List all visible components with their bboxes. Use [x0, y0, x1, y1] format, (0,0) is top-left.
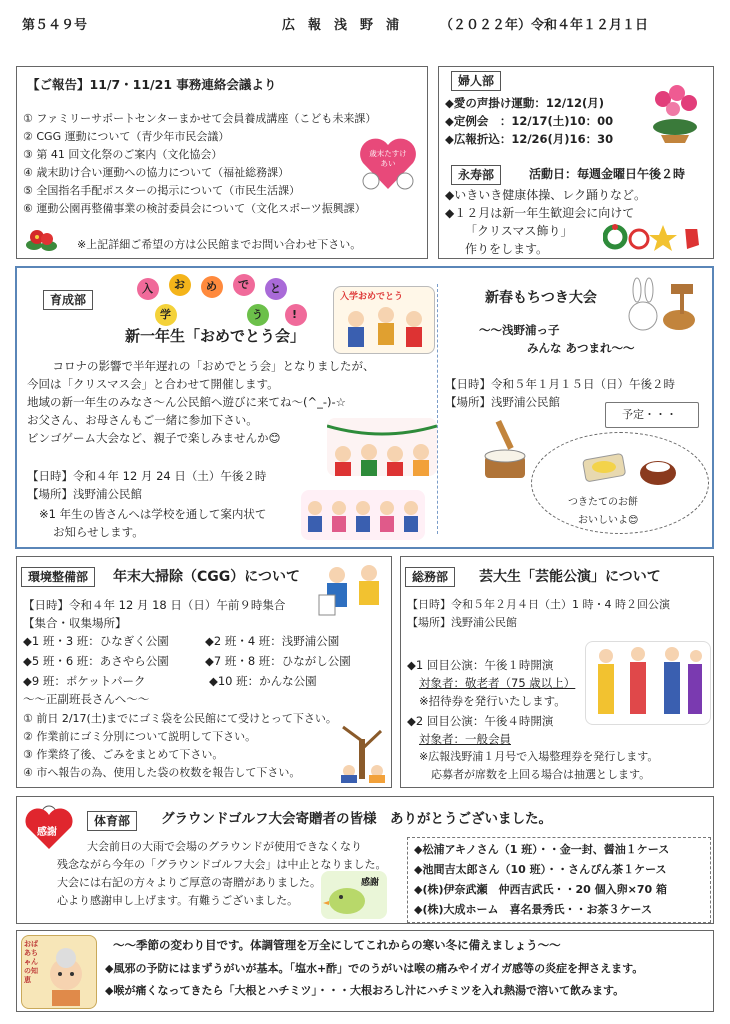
- mochi-subheading: ～～浅野浦っ子: [479, 323, 560, 337]
- donor-item: ◆松浦アキノさん（1 班）・・金一封、醤油１ケース: [414, 843, 670, 856]
- cleanup-step: ③ 作業終了後、ごみをまとめて下さい。: [23, 748, 224, 761]
- sports-box: [16, 796, 714, 924]
- donor-item: ◆(株)伊奈武瀬 仲西吉武氏・・20 個入卵×70 箱: [414, 883, 668, 896]
- cleanup-step: ① 前日 2/17(土)までにゴミ袋を公民館にて受けとって下さい。: [23, 712, 337, 725]
- cleanup-place: ◆2 班・4 班：浅野浦公園: [205, 634, 340, 648]
- sports-body-line: 残念ながら今年の「グラウンドゴルフ大会」は中止となりました。: [57, 858, 387, 871]
- elders-tag: 永寿部: [451, 165, 501, 185]
- report-title: 【ご報告】11/7・11/21 事務連絡会議より: [27, 77, 277, 92]
- mochi-pounding-icon: [477, 418, 533, 478]
- arts-show-target: 対象者：敬老者（75 歳以上）: [419, 676, 576, 690]
- grandma-wisdom-illustration: おばあちゃんの知恵: [21, 935, 97, 1009]
- youth-body-line: コロナの影響で半年遅れの「おめでとう会」となりましたが、: [41, 359, 375, 373]
- youth-body-line: お父さん、お母さんもご一緒に参加下さい。: [27, 413, 258, 427]
- section-divider: [437, 284, 438, 534]
- mochi-heading: 新春もちつき大会: [485, 290, 597, 306]
- elders-item: ◆いきいき健康体操、レク踊りなど。: [445, 188, 646, 202]
- balloon-letters: 入 お め で と 学 う !: [135, 274, 325, 330]
- children-line-illustration: [301, 490, 425, 540]
- arts-show: ◆1 回目公演：午後１時開演: [407, 658, 554, 672]
- cleanup-heading: 年末大掃除（CGG）について: [113, 569, 300, 585]
- arts-place: 【場所】浅野浦公民館: [407, 616, 517, 629]
- sports-body-line: 大会には右記の方々よりご厚意の寄贈がありました。: [57, 876, 321, 889]
- report-item: ① ファミリーサポートセンターまかせて会員養成講座（こども未来課）: [23, 112, 377, 125]
- sports-tag: 体育部: [87, 811, 137, 831]
- mochi-date: 【日時】令和５年１月１５日（日）午後２時: [445, 377, 675, 391]
- cleanup-step: ② 作業前にゴミ分別について説明して下さい。: [23, 730, 257, 743]
- arts-tag: 総務部: [405, 567, 455, 587]
- plan-label-box: 予定・・・: [605, 402, 699, 428]
- report-item: ⑥ 運動公園再整備事業の検討委員会について（文化スポーツ振興課）: [23, 202, 366, 215]
- cleanup-place: ◆5 班・6 班：あさやら公園: [23, 654, 169, 668]
- elders-item: ◆１２月は新一年生歓迎会に向けて: [445, 206, 635, 220]
- arts-heading: 芸大生「芸能公演」について: [479, 569, 661, 585]
- arts-date: 【日時】令和５年２月４日（土）1 時・4 時２回公演: [407, 598, 670, 611]
- christmas-ornaments-illustration: [603, 219, 709, 253]
- cleanup-place: ◆7 班・8 班：ひながし公園: [205, 654, 351, 668]
- report-note: ※上記詳細ご希望の方は公民館までお問い合わせ下さい。: [77, 238, 362, 251]
- report-item: ② CGG 運動について（青少年市民会議）: [23, 130, 230, 143]
- mochi-place: 【場所】浅野浦公民館: [445, 395, 560, 409]
- camellia-icon: [25, 227, 57, 253]
- youth-body-line: 今回は「クリスマス会」と合わせて開催します。: [27, 377, 279, 391]
- women-item: ◆定例会 ：12/17(土)10：00: [445, 114, 614, 128]
- cleanup-tag: 環境整備部: [21, 567, 95, 587]
- school-entrance-illustration: 入学おめでとう: [333, 286, 435, 354]
- arts-box: [400, 556, 714, 788]
- cleanup-leaders: ～～正副班長さんへ～～: [23, 692, 150, 706]
- women-item: ◆愛の声掛け運動：12/12(月): [445, 96, 605, 110]
- cleanup-step: ④ 市へ報告の為、使用した袋の枚数を報告して下さい。: [23, 766, 301, 779]
- sports-heading: グラウンドゴルフ大会寄贈者の皆様 ありがとうございました。: [161, 811, 552, 827]
- elders-activity-day: 活動日：毎週金曜日午後２時: [529, 167, 686, 181]
- report-item: ④ 歳末助け合い運動への協力について（福祉総務課）: [23, 166, 290, 179]
- youth-body-line: ビンゴゲーム大会など、親子で楽しみませんか😊: [27, 431, 281, 445]
- thanks-bird-illustration: 感謝: [321, 871, 387, 919]
- women-elders-box: [438, 66, 714, 259]
- youth-note: お知らせします。: [53, 525, 144, 539]
- sports-body-line: 大会前日の大雨で会場のグラウンドが使用できなくなり: [87, 840, 362, 853]
- youth-date: 【日時】令和４年 12 月 24 日（土）午後２時: [27, 469, 267, 483]
- report-item: ③ 第 41 回文化祭のご案内（文化協会）: [23, 148, 223, 161]
- women-item: ◆広報折込：12/26(月)16：30: [445, 132, 614, 146]
- thanks-heart-icon: 感謝: [23, 803, 75, 851]
- health-tips-box: [16, 930, 714, 1012]
- elders-item: 作りをします。: [465, 242, 549, 256]
- christmas-party-illustration: [327, 418, 437, 476]
- cleanup-box: [16, 556, 392, 788]
- arts-show-note: ※招待券を発行いたします。: [419, 694, 566, 708]
- cyclamen-icon: [649, 83, 701, 143]
- women-tag: 婦人部: [451, 71, 501, 91]
- rabbits-mochi-icon: [621, 276, 703, 334]
- youth-body-line: 地域の新一年生のみなさ～ん公民館へ遊びに来てね～(^_-)-☆: [27, 395, 346, 409]
- cleanup-place: ◆9 班：ポケットパーク: [23, 674, 146, 688]
- health-line: ◆喉が痛くなってきたら「大根とハチミツ」・・・大根おろし汁にハチミツを入れ熱湯で溶いて飲みます。: [105, 984, 625, 997]
- elders-item: 「クリスマス飾り」: [465, 224, 573, 238]
- arts-show-note: ※広報浅野浦１月号で入場整理券を発行します。: [419, 750, 659, 763]
- arts-show-target: 対象者：一般会員: [419, 732, 511, 746]
- report-item: ⑤ 全国指名手配ポスターの掲示について（市民生活課）: [23, 184, 301, 197]
- cleanup-place-title: 【集合・収集場所】: [23, 616, 127, 630]
- cleaning-people-icon: [317, 561, 389, 619]
- donor-item: ◆(株)大成ホーム 喜名景秀氏・・お茶３ケース: [414, 903, 652, 916]
- health-line: ◆風邪の予防にはまずうがいが基本。「塩水+酢」でのうがいは喉の痛みやイガイガ感等の炎症を押さえます。: [105, 962, 644, 975]
- youth-tag: 育成部: [43, 290, 93, 310]
- youth-heading: 新一年生「おめでとう会」: [125, 327, 306, 345]
- report-box: [16, 66, 428, 259]
- cleanup-place: ◆10 班：かんな公園: [209, 674, 317, 688]
- sports-body-line: 心より感謝申し上げます。有難うございました。: [57, 894, 299, 907]
- thought-bubble: つきたてのお餅 おいしいよ😊: [531, 432, 709, 534]
- mochi-subheading: みんな あつまれ～～: [527, 341, 635, 355]
- arts-show-note: 応募者が席数を上回る場合は抽選とします。: [431, 768, 651, 781]
- youth-place: 【場所】浅野浦公民館: [27, 487, 142, 501]
- dancers-illustration: [585, 641, 711, 725]
- issue-date: （２０２２年）令和４年１２月１日: [440, 18, 649, 33]
- arts-show: ◆2 回目公演：午後４時開演: [407, 714, 554, 728]
- cleanup-place: ◆1 班・3 班：ひなぎく公園: [23, 634, 169, 648]
- tree-cleanup-icon: [337, 721, 389, 783]
- issue-number: 第５４９号: [22, 18, 88, 33]
- cleanup-date: 【日時】令和４年 12 月 18 日（日）午前９時集合: [23, 598, 286, 612]
- charity-badge-illustration: 歳末たすけあい: [357, 133, 419, 193]
- health-title: ～～季節の変わり目です。体調管理を万全にしてこれからの寒い冬に備えましょう～～: [113, 938, 561, 952]
- donor-list-box: [407, 837, 711, 923]
- newsletter-title: 広 報 浅 野 浦: [282, 18, 400, 33]
- donor-item: ◆池間吉太郎さん（10 班）・・さんぴん茶１ケース: [414, 863, 667, 876]
- youth-note: ※1 年生の皆さんへは学校を通して案内状て: [39, 507, 267, 521]
- youth-mochi-frame: [15, 266, 714, 549]
